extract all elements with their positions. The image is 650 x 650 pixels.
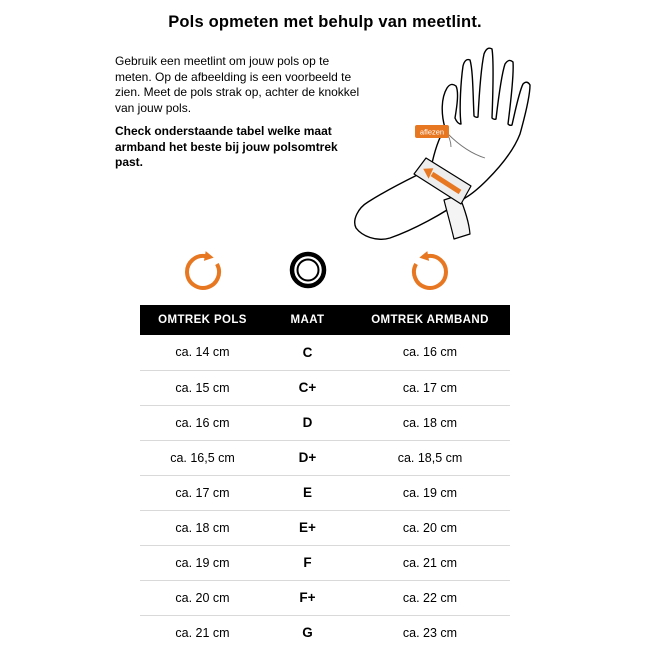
bracelet-circumference-cell: ca. 21 cm	[350, 545, 510, 580]
table-row	[140, 475, 510, 510]
table-row	[140, 580, 510, 615]
column-header-bracelet-circumference: OMTREK ARMBAND	[350, 305, 510, 335]
ring-icon	[285, 246, 331, 292]
size-cell: D	[265, 405, 350, 440]
size-table-header	[140, 305, 510, 335]
page-title: Pols opmeten met behulp van meetlint.	[168, 13, 482, 31]
table-row	[140, 615, 510, 650]
size-cell: C	[265, 335, 350, 370]
size-cell: E	[265, 475, 350, 510]
wrist-circumference-cell: ca. 15 cm	[140, 370, 265, 405]
wrist-circumference-cell: ca. 18 cm	[140, 510, 265, 545]
hand-outline	[355, 48, 530, 239]
intro-text: Gebruik een meetlint om jouw pols op te meten. Op de afbeelding is een voorbeeld te zien. Meet de pols strak op, achter de knokkel van jouw pols.	[115, 54, 360, 115]
size-table	[140, 305, 510, 650]
wrist-circumference-icon	[140, 242, 265, 296]
bracelet-circumference-cell: ca. 19 cm	[350, 475, 510, 510]
table-row	[140, 335, 510, 370]
bracelet-circumference-cell: ca. 18,5 cm	[350, 440, 510, 475]
size-cell: G	[302, 625, 313, 641]
wrist-measurement-illustration	[338, 40, 548, 240]
bracelet-circumference-cell: ca. 17 cm	[350, 370, 510, 405]
bracelet-circumference-cell: ca. 16 cm	[350, 335, 510, 370]
size-cell: F+	[265, 580, 350, 615]
table-row	[140, 405, 510, 440]
bracelet-circumference-cell: ca. 20 cm	[350, 510, 510, 545]
size-cell: E+	[265, 510, 350, 545]
legend-icons-row	[140, 242, 510, 296]
wrist-circumference-cell: ca. 21 cm	[175, 625, 230, 640]
wrist-circumference-cell: ca. 19 cm	[140, 545, 265, 580]
bracelet-circumference-cell: ca. 22 cm	[350, 580, 510, 615]
table-row	[140, 510, 510, 545]
size-cell: F	[265, 545, 350, 580]
rotate-arrow-icon	[407, 246, 453, 292]
rotate-arrow-icon	[180, 246, 226, 292]
wrist-circumference-cell: ca. 16 cm	[140, 405, 265, 440]
ring-size-icon	[265, 242, 350, 296]
table-row	[140, 545, 510, 580]
bracelet-circumference-cell: ca. 18 cm	[350, 405, 510, 440]
wrist-circumference-cell: ca. 16,5 cm	[140, 440, 265, 475]
wrist-circumference-cell: ca. 20 cm	[140, 580, 265, 615]
table-row	[140, 440, 510, 475]
bracelet-circumference-icon	[350, 242, 510, 296]
size-cell: C+	[265, 370, 350, 405]
wrist-circumference-cell: ca. 14 cm	[140, 335, 265, 370]
bracelet-circumference-cell: ca. 23 cm	[402, 625, 458, 640]
column-header-wrist-circumference: OMTREK POLS	[140, 305, 265, 335]
size-table-body	[140, 335, 510, 650]
note-text: Check onderstaande tabel welke maat armband het beste bij jouw polsomtrek past.	[115, 124, 338, 169]
column-header-size: MAAT	[265, 305, 350, 335]
table-row	[140, 370, 510, 405]
size-cell: D+	[265, 440, 350, 475]
wrist-circumference-cell: ca. 17 cm	[140, 475, 265, 510]
aflezen-tag-label: aflezen	[419, 127, 445, 137]
